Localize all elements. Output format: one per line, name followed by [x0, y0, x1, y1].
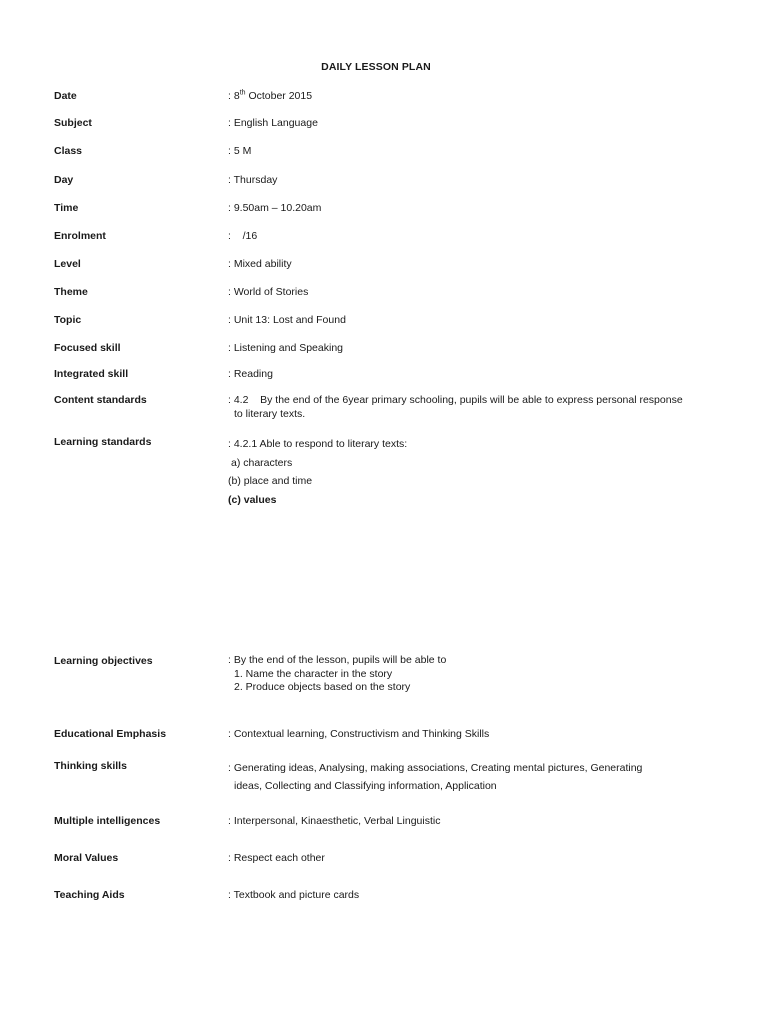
- time-value: : 9.50am – 10.20am: [228, 202, 322, 214]
- teaching-aids-value: : Textbook and picture cards: [228, 889, 360, 901]
- enrolment-label: Enrolment: [54, 230, 106, 242]
- learning-standards-value: [228, 435, 407, 509]
- moral-values-value: : Respect each other: [228, 852, 325, 864]
- learning-objectives-label: Learning objectives: [54, 655, 153, 667]
- content-standards-label: Content standards: [54, 394, 147, 406]
- topic-value: : Unit 13: Lost and Found: [228, 314, 346, 326]
- time-label: Time: [54, 202, 79, 214]
- focused-skill-value: : Listening and Speaking: [228, 342, 344, 354]
- date-value: : 8th October 2015: [228, 89, 313, 102]
- learning-standards-line: : 4.2.1 Able to respond to literary texts:: [228, 438, 408, 450]
- learning-standards-label: Learning standards: [54, 436, 152, 448]
- thinking-skills-label: Thinking skills: [54, 760, 127, 772]
- date-label: Date: [54, 90, 77, 102]
- educational-emphasis-value: : Contextual learning, Constructivism and Thinking Skills: [228, 728, 490, 740]
- class-value: : 5 M: [228, 145, 252, 157]
- content-standards-line: to literary texts.: [234, 408, 306, 420]
- teaching-aids-label: Teaching Aids: [54, 889, 125, 901]
- thinking-skills-value: [228, 759, 642, 795]
- theme-value: : World of Stories: [228, 286, 309, 298]
- topic-label: Topic: [54, 314, 82, 326]
- enrolment-value: : /16: [228, 230, 258, 242]
- learning-objectives-line: : By the end of the lesson, pupils will be able to: [228, 654, 447, 666]
- learning-objectives-line: 1. Name the character in the story: [234, 667, 393, 680]
- focused-skill-label: Focused skill: [54, 342, 121, 354]
- thinking-skills-line: ideas, Collecting and Classifying information, Application: [234, 780, 497, 792]
- learning-standards-line: (b) place and time: [228, 475, 313, 487]
- learning-standards-line: (c) values: [228, 493, 277, 506]
- educational-emphasis-label: Educational Emphasis: [54, 728, 167, 740]
- theme-label: Theme: [54, 286, 88, 298]
- learning-objectives-value: [228, 654, 446, 695]
- level-label: Level: [54, 258, 81, 270]
- day-value: : Thursday: [228, 174, 278, 186]
- subject-value: : English Language: [228, 117, 318, 129]
- learning-objectives-line: 2. Produce objects based on the story: [234, 681, 411, 693]
- document-title: DAILY LESSON PLAN: [321, 61, 431, 73]
- content-standards-line: : 4.2 By the end of the 6year primary schooling, pupils will be able to express personal response: [228, 394, 683, 406]
- class-label: Class: [54, 145, 83, 157]
- moral-values-label: Moral Values: [54, 852, 119, 864]
- integrated-skill-value: : Reading: [228, 368, 273, 380]
- integrated-skill-label: Integrated skill: [54, 368, 129, 380]
- learning-standards-line: a) characters: [231, 456, 293, 469]
- day-label: Day: [54, 174, 74, 186]
- subject-label: Subject: [54, 117, 92, 129]
- multiple-intelligences-label: Multiple intelligences: [54, 815, 161, 827]
- level-value: : Mixed ability: [228, 258, 292, 270]
- thinking-skills-line: : Generating ideas, Analysing, making associations, Creating mental pictures, Generating: [228, 762, 643, 774]
- content-standards-value: [228, 393, 683, 421]
- multiple-intelligences-value: : Interpersonal, Kinaesthetic, Verbal Linguistic: [228, 815, 441, 827]
